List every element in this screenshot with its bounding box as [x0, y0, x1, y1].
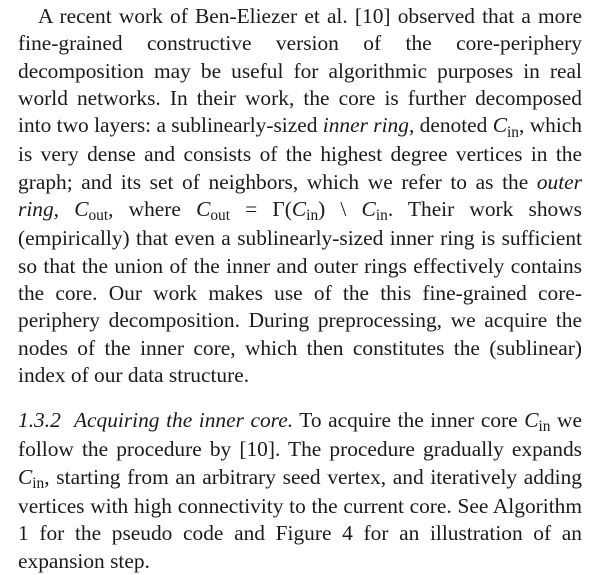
math-c-in: $C_{in}$ — [524, 408, 551, 436]
subsection-title: Acquiring the inner core. — [73, 408, 294, 433]
math-equation: $C_{out} = \Gamma(C_{in})$ \ $C_{in}$ — [196, 197, 388, 225]
paragraph-core-periphery — [18, 3, 582, 389]
text-run: , where — [108, 197, 197, 222]
text-run: To acquire the inner core — [293, 408, 525, 433]
text-run: , denoted — [408, 113, 493, 138]
subsection-number: 1.3.2 — [18, 408, 61, 433]
text-run: , starting from an arbitrary seed vertex, and iteratively adding vertices with high connectivity to the current core. See Algorithm 1 for the pseudo code and Figure 4 for an illustration of an expansion step. — [18, 464, 582, 573]
math-c-out: $C_{out}$ — [74, 197, 109, 225]
outer-ring-term: outer ring — [18, 169, 582, 222]
text-run: , which is very dense and consists of the highest degree vertices in the graph; and its set of neighbors, which we refer to as the — [18, 113, 582, 194]
math-c-in: $C_{in}$ — [18, 464, 45, 493]
inner-ring-term: inner ring — [322, 113, 409, 138]
text-run: A recent work of Ben-Eliezer et al. [10] observed that a more fine-grained constructive version of the core-periphery decomposition may be useful for algorithmic purposes in real world networks. In their work, the core is further decomposed into two layers: a sublinearly-sized — [18, 4, 582, 138]
subsection-acquiring-inner-core — [18, 407, 582, 575]
text-run: we follow the procedure by [10]. The procedure gradually expands — [18, 408, 582, 462]
text-run: , — [53, 197, 75, 222]
math-c-in: $C_{in}$ — [492, 113, 519, 141]
text-run: . Their work shows (empirically) that even a sublinearly-sized inner ring is sufficient so that the union of the inner and outer rings effectively contains the core. Our work makes use of the this fine-grained core-periphery decomposition. During preprocessing, we acquire the nodes of the inner core, which then constitutes the (sublinear) index of our data structure. — [18, 197, 583, 387]
paper-page — [18, 3, 582, 575]
